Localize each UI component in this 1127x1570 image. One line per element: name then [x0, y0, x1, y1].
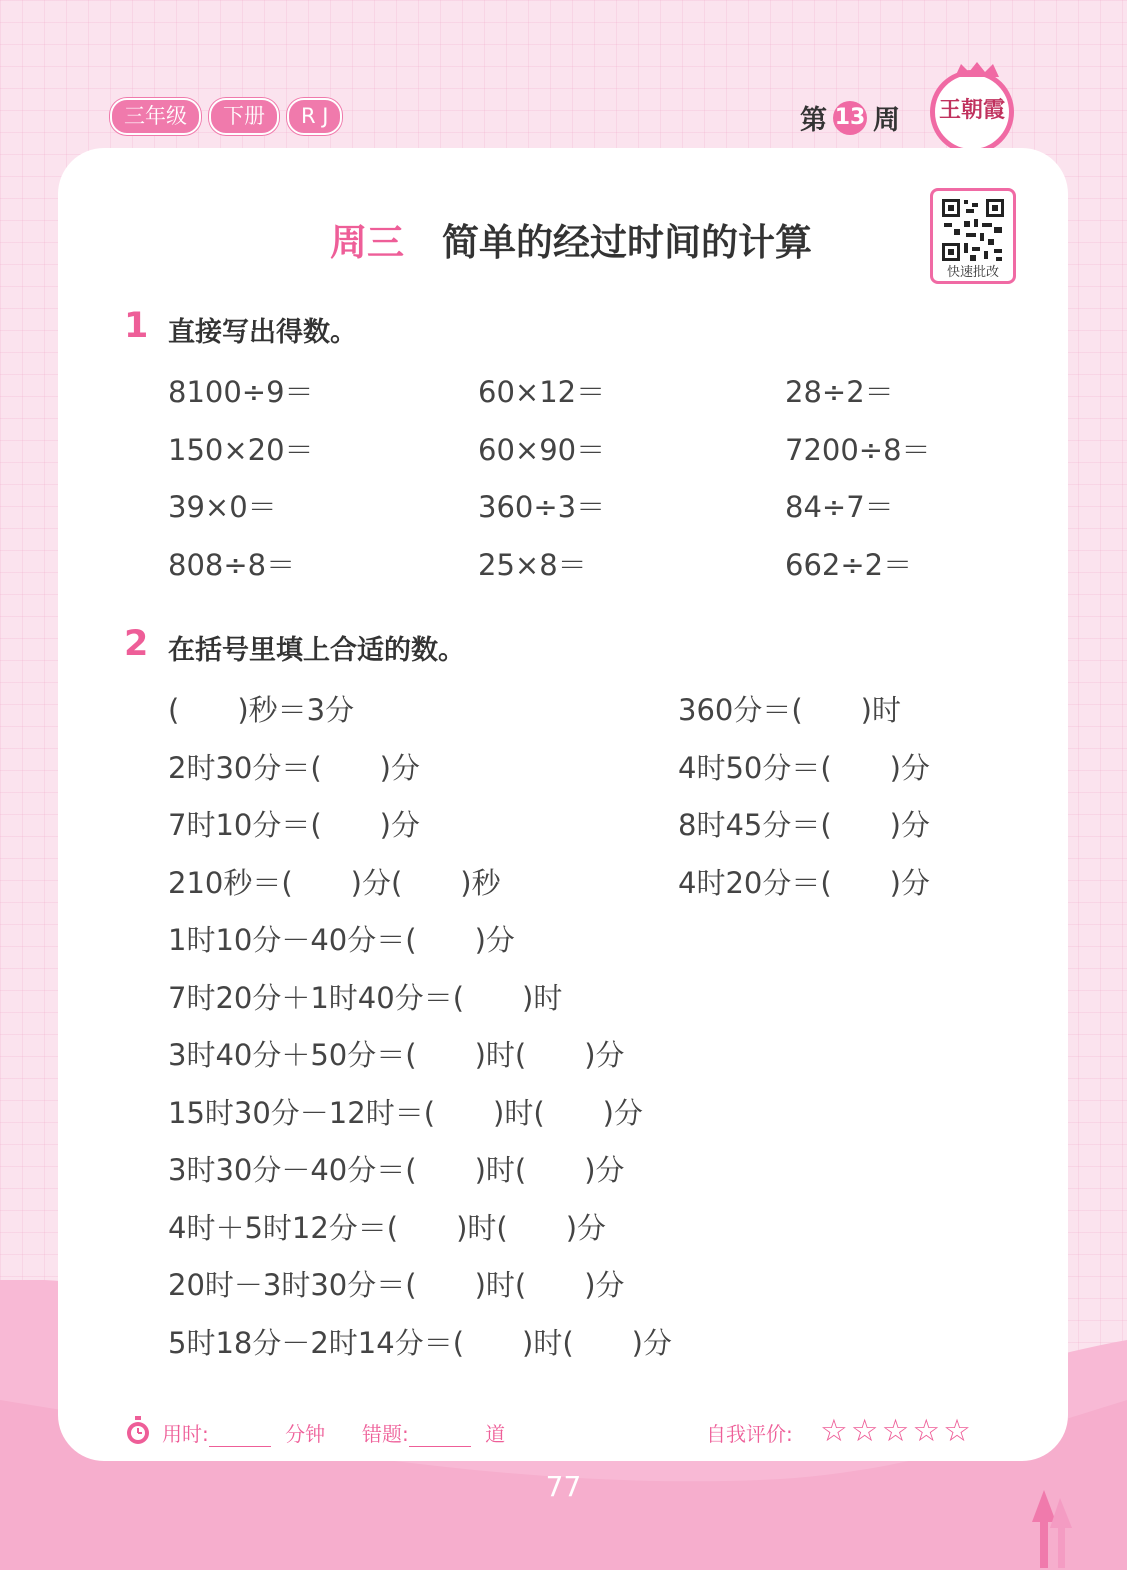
rating-stars[interactable]: ☆☆☆☆☆ — [820, 1413, 974, 1449]
problem-2-right-4[interactable]: 4时20分＝( )分 — [678, 866, 930, 900]
problem-2-left-2[interactable]: 2时30分＝( )分 — [168, 751, 420, 785]
week-prefix: 第 — [800, 105, 827, 136]
time-unit: 分钟 — [285, 1422, 326, 1446]
page-title — [330, 212, 812, 266]
problem-1-9[interactable]: 84÷7＝ — [785, 490, 894, 524]
tag-edition: R J — [287, 98, 342, 135]
problem-1-2[interactable]: 60×12＝ — [478, 375, 606, 409]
week-indicator — [800, 98, 900, 137]
week-number: 13 — [833, 101, 867, 135]
arrow-up-icon — [1030, 1490, 1074, 1568]
time-label: 用时: — [162, 1422, 209, 1446]
problem-2-left-4[interactable]: 210秒＝( )分( )秒 — [168, 866, 501, 900]
problem-2-right-2[interactable]: 4时50分＝( )分 — [678, 751, 930, 785]
section-1-number: 1 — [124, 306, 149, 346]
qr-label: 快速批改 — [946, 265, 999, 280]
errors-input[interactable] — [409, 1422, 471, 1447]
section-2-heading: 在括号里填上合适的数。 — [168, 635, 465, 666]
self-rating-label: 自我评价: — [706, 1422, 793, 1446]
section-2-number: 2 — [124, 624, 149, 664]
tag-grade: 三年级 — [110, 98, 201, 135]
problem-2-left-6[interactable]: 7时20分＋1时40分＝( )时 — [168, 981, 563, 1015]
errors-unit: 道 — [485, 1422, 506, 1446]
logo-text: 王朝霞 — [938, 97, 1005, 123]
crown-icon — [953, 61, 1001, 79]
stopwatch-icon — [124, 1416, 152, 1446]
problem-1-8[interactable]: 360÷3＝ — [478, 490, 606, 524]
problem-2-left-8[interactable]: 15时30分－12时＝( )时( )分 — [168, 1096, 643, 1130]
problem-2-left-7[interactable]: 3时40分＋50分＝( )时( )分 — [168, 1038, 625, 1072]
problem-1-12[interactable]: 662÷2＝ — [785, 548, 913, 582]
problem-2-left-11[interactable]: 20时－3时30分＝( )时( )分 — [168, 1268, 625, 1302]
qr-code-icon — [940, 197, 1006, 263]
section-1-heading: 直接写出得数。 — [168, 317, 357, 348]
problem-2-left-3[interactable]: 7时10分＝( )分 — [168, 808, 420, 842]
problem-2-left-10[interactable]: 4时＋5时12分＝( )时( )分 — [168, 1211, 607, 1245]
problem-2-left-1[interactable]: ( )秒＝3分 — [168, 693, 355, 727]
title-day: 周三 — [330, 221, 404, 264]
problem-2-left-5[interactable]: 1时10分－40分＝( )分 — [168, 923, 515, 957]
tag-volume: 下册 — [209, 98, 279, 135]
problem-1-10[interactable]: 808÷8＝ — [168, 548, 296, 582]
problem-1-4[interactable]: 150×20＝ — [168, 433, 314, 467]
brand-logo — [930, 70, 1014, 154]
error-count — [362, 1418, 505, 1447]
page-number: 77 — [545, 1470, 582, 1503]
problem-2-left-9[interactable]: 3时30分－40分＝( )时( )分 — [168, 1153, 625, 1187]
problem-2-left-12[interactable]: 5时18分－2时14分＝( )时( )分 — [168, 1326, 672, 1360]
time-spent — [162, 1418, 325, 1447]
problem-2-right-1[interactable]: 360分＝( )时 — [678, 693, 901, 727]
problem-1-6[interactable]: 7200÷8＝ — [785, 433, 931, 467]
problem-2-right-3[interactable]: 8时45分＝( )分 — [678, 808, 930, 842]
title-topic: 简单的经过时间的计算 — [442, 221, 812, 264]
problem-1-7[interactable]: 39×0＝ — [168, 490, 277, 524]
problem-1-3[interactable]: 28÷2＝ — [785, 375, 894, 409]
problem-1-11[interactable]: 25×8＝ — [478, 548, 587, 582]
time-input[interactable] — [209, 1422, 271, 1447]
qr-code[interactable] — [930, 188, 1016, 284]
problem-1-1[interactable]: 8100÷9＝ — [168, 375, 314, 409]
week-suffix: 周 — [873, 105, 900, 136]
problem-1-5[interactable]: 60×90＝ — [478, 433, 606, 467]
errors-label: 错题: — [362, 1422, 409, 1446]
grade-tags — [110, 98, 342, 135]
